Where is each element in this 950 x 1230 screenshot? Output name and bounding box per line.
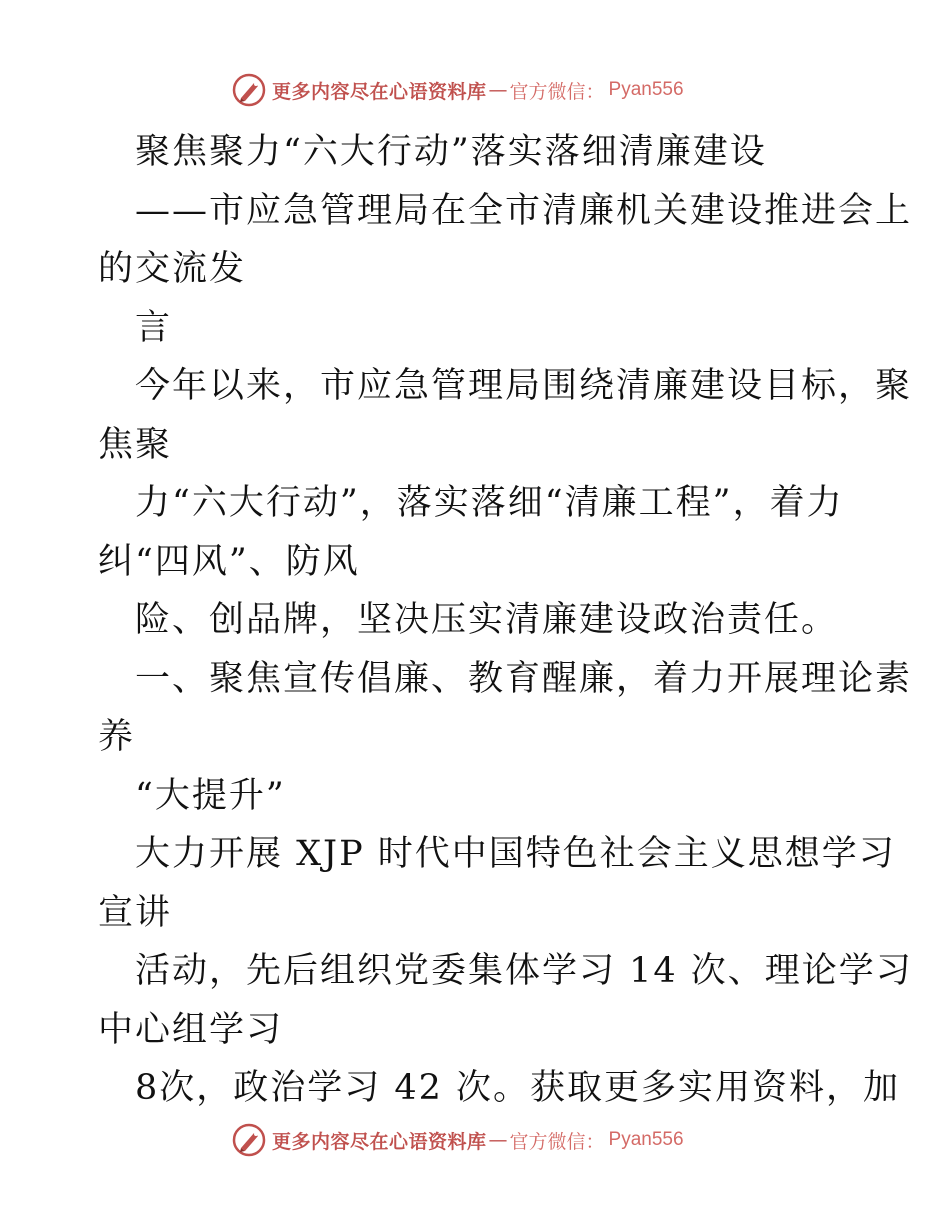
banner-label: 官方微信：: [509, 80, 605, 103]
banner-dash: —: [488, 1129, 508, 1151]
doc-subtitle: ——市应急管理局在全市清廉机关建设推进会上: [135, 190, 913, 231]
doc-line: 宣讲: [98, 892, 173, 933]
doc-title: 聚焦聚力“六大行动”落实落细清廉建设: [135, 132, 767, 172]
doc-line: “大提升”: [135, 775, 286, 816]
doc-line: 活动，先后组织党委集体学习 14 次、理论学习: [135, 951, 913, 991]
banner-wechat-id: Pyan556: [608, 79, 684, 100]
doc-line: 的交流发: [98, 249, 247, 289]
doc-line: 8次，政治学习 42 次。获取更多实用资料，加: [135, 1068, 901, 1108]
doc-section-heading: 一、聚焦宣传倡廉、教育醒廉，着力开展理论素: [135, 658, 913, 699]
footer-banner: [232, 1120, 684, 1160]
banner-label: 官方微信：: [509, 1130, 605, 1153]
document-body: [98, 123, 913, 1118]
banner-text: 更多内容尽在心语资料库: [272, 80, 487, 103]
doc-line: 言: [135, 307, 173, 348]
pen-logo-icon: [232, 1123, 266, 1157]
doc-paragraph: 今年以来，市应急管理局围绕清廉建设目标，聚: [135, 366, 913, 406]
doc-line: 险、创品牌，坚决压实清廉建设政治责任。: [135, 600, 839, 640]
banner-text: 更多内容尽在心语资料库: [272, 1130, 487, 1153]
doc-line: 养: [98, 717, 136, 757]
doc-line: 中心组学习: [98, 1009, 284, 1050]
doc-line: 纠“四风”、防风: [98, 541, 360, 582]
pen-logo-icon: [232, 73, 266, 107]
banner-dash: —: [488, 79, 508, 101]
doc-line: 力“六大行动”，落实落细“清廉工程”，着力: [135, 483, 844, 523]
banner-wechat-id: Pyan556: [608, 1129, 684, 1150]
doc-paragraph: 大力开展 XJP 时代中国特色社会主义思想学习: [135, 834, 896, 874]
doc-line: 焦聚: [98, 424, 173, 465]
header-banner: [232, 70, 684, 110]
